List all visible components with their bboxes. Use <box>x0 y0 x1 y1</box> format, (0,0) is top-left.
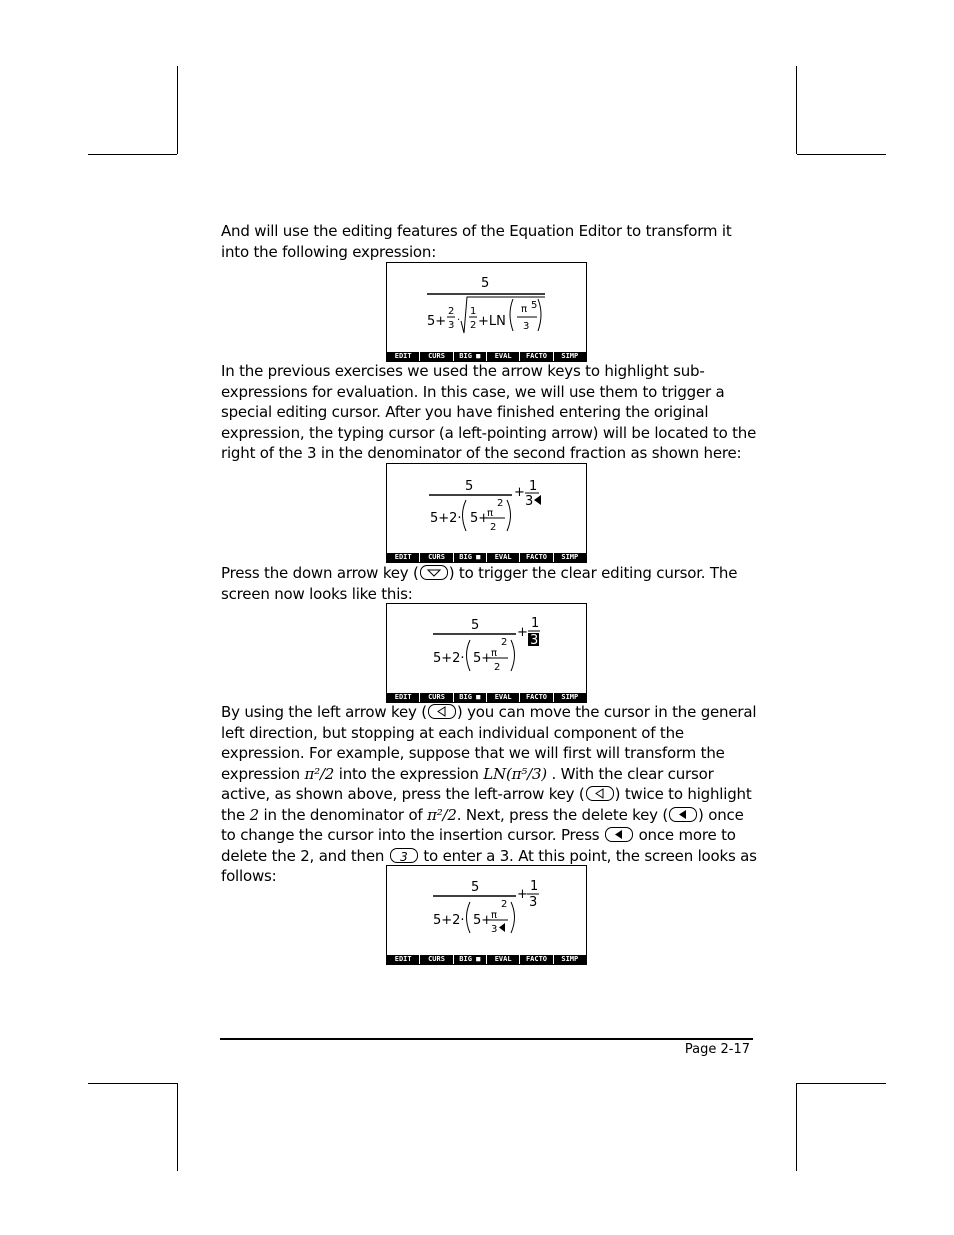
svg-text:2: 2 <box>497 498 504 509</box>
softkey-edit[interactable]: EDIT <box>387 693 419 702</box>
svg-text:3: 3 <box>491 924 498 935</box>
svg-text:1: 1 <box>529 479 538 494</box>
calculator-screen-result <box>386 865 587 965</box>
svg-text:1: 1 <box>530 879 539 894</box>
softkey-curs[interactable]: CURS <box>420 352 452 361</box>
footer-rule <box>220 1038 753 1040</box>
svg-text:π: π <box>491 910 498 921</box>
svg-text:3: 3 <box>529 895 538 910</box>
softkey-curs[interactable]: CURS <box>420 955 452 964</box>
crop-mark-tl-h <box>88 154 177 155</box>
softkey-edit[interactable]: EDIT <box>387 955 419 964</box>
svg-text:5+: 5+ <box>473 651 493 666</box>
softkey-eval[interactable]: EVAL <box>487 553 519 562</box>
calculator-screen-clear-cursor <box>386 603 587 703</box>
svg-text:5: 5 <box>531 300 538 311</box>
softkey-facto[interactable]: FACTO <box>520 955 552 964</box>
softkey-curs[interactable]: CURS <box>420 553 452 562</box>
svg-text:2: 2 <box>490 522 497 533</box>
softkey-facto[interactable]: FACTO <box>520 352 552 361</box>
softkey-simp[interactable]: SIMP <box>554 693 586 702</box>
typing-cursor-icon <box>499 923 505 932</box>
svg-text:2: 2 <box>470 320 477 331</box>
svg-text:3: 3 <box>448 320 455 331</box>
softkey-big[interactable]: BIG ■ <box>454 693 486 702</box>
svg-text:5+2·: 5+2· <box>430 511 462 526</box>
softkey-facto[interactable]: FACTO <box>520 553 552 562</box>
left-arrow-key-icon <box>428 704 456 719</box>
delete-key-icon <box>669 807 697 822</box>
svg-text:5+: 5+ <box>473 913 493 928</box>
softkey-simp[interactable]: SIMP <box>554 955 586 964</box>
softkey-bar <box>387 553 586 562</box>
crop-mark-tl-v <box>177 66 178 154</box>
typing-cursor-icon <box>534 495 541 505</box>
down-arrow-key-icon <box>420 565 448 580</box>
softkey-simp[interactable]: SIMP <box>554 553 586 562</box>
svg-text:π: π <box>487 508 494 519</box>
svg-text:+: + <box>514 485 525 500</box>
crop-mark-br-h <box>797 1083 886 1084</box>
svg-text:5: 5 <box>471 618 480 633</box>
softkey-big[interactable]: BIG ■ <box>454 553 486 562</box>
svg-text:2: 2 <box>494 662 501 673</box>
svg-text:π: π <box>521 304 528 315</box>
svg-text:+: + <box>517 887 528 902</box>
svg-text:5+2·: 5+2· <box>433 913 465 928</box>
calculator-screen-target <box>386 262 587 362</box>
svg-text:1: 1 <box>470 306 477 317</box>
svg-text:π: π <box>491 648 498 659</box>
svg-text:·: · <box>457 315 461 326</box>
paragraph-intro: And will use the editing features of the Equation Editor to transform it into the following expression: <box>221 222 732 261</box>
softkey-eval[interactable]: EVAL <box>487 693 519 702</box>
svg-text:5: 5 <box>465 479 474 494</box>
softkey-eval[interactable]: EVAL <box>487 352 519 361</box>
softkey-eval[interactable]: EVAL <box>487 955 519 964</box>
crop-mark-tr-h <box>797 154 886 155</box>
svg-text:3: 3 <box>523 321 530 332</box>
softkey-big[interactable]: BIG ■ <box>454 352 486 361</box>
calculator-screen-typing-cursor <box>386 463 587 563</box>
svg-text:2: 2 <box>501 637 508 648</box>
left-arrow-key-icon <box>586 786 614 801</box>
softkey-bar <box>387 352 586 361</box>
paragraph-left-arrow: By using the left arrow key ( ) you can move the cursor in the general left direction, but stopping at each individual component of the expression. For example, suppose that we will first will transform the expression π²/2 into the expression LN(π⁵/3) . With the clear cursor active, as shown above, press the left-arrow key ( ) twice to highlight the 2 in the denominator of π²/2. Next, press the delete key ( ) once to change the cursor into the insertion cursor. Press once more to delete the 2, and then 3 to enter a 3. At this point, the screen looks as follows: <box>221 703 757 885</box>
paragraph-down-arrow: Press the down arrow key ( ) to trigger the clear editing cursor. The screen now looks like this: <box>221 564 738 603</box>
svg-text:1: 1 <box>531 616 540 631</box>
svg-text:3: 3 <box>525 494 534 509</box>
paragraph-cursor-explanation: In the previous exercises we used the arrow keys to highlight sub-expressions for evaluation. In this case, we will use them to trigger a special editing cursor. After you have finished entering the original expression, the typing cursor (a left-pointing arrow) will be located to the right of the 3 in the denominator of the second fraction as shown here: <box>221 362 757 462</box>
softkey-big[interactable]: BIG ■ <box>454 955 486 964</box>
s1-numerator: 5 <box>481 276 490 291</box>
softkey-edit[interactable]: EDIT <box>387 352 419 361</box>
softkey-bar <box>387 693 586 702</box>
softkey-bar <box>387 955 586 964</box>
digit-3-key-icon: 3 <box>390 848 418 863</box>
svg-text:5+: 5+ <box>470 511 490 526</box>
s1-prefix: 5+ <box>427 314 447 329</box>
softkey-edit[interactable]: EDIT <box>387 553 419 562</box>
page-number: Page 2-17 <box>684 1042 750 1057</box>
softkey-curs[interactable]: CURS <box>420 693 452 702</box>
crop-mark-bl-v <box>177 1083 178 1171</box>
svg-text:5: 5 <box>471 880 480 895</box>
crop-mark-bl-h <box>88 1083 177 1084</box>
svg-text:2: 2 <box>448 306 455 317</box>
svg-text:2: 2 <box>501 899 508 910</box>
svg-text:+LN: +LN <box>478 314 506 329</box>
svg-text:+: + <box>517 625 528 640</box>
crop-mark-br-v <box>796 1083 797 1171</box>
softkey-simp[interactable]: SIMP <box>554 352 586 361</box>
svg-text:5+2·: 5+2· <box>433 651 465 666</box>
softkey-facto[interactable]: FACTO <box>520 693 552 702</box>
svg-text:3: 3 <box>530 633 539 648</box>
delete-key-icon <box>605 827 633 842</box>
crop-mark-tr-v <box>796 66 797 154</box>
